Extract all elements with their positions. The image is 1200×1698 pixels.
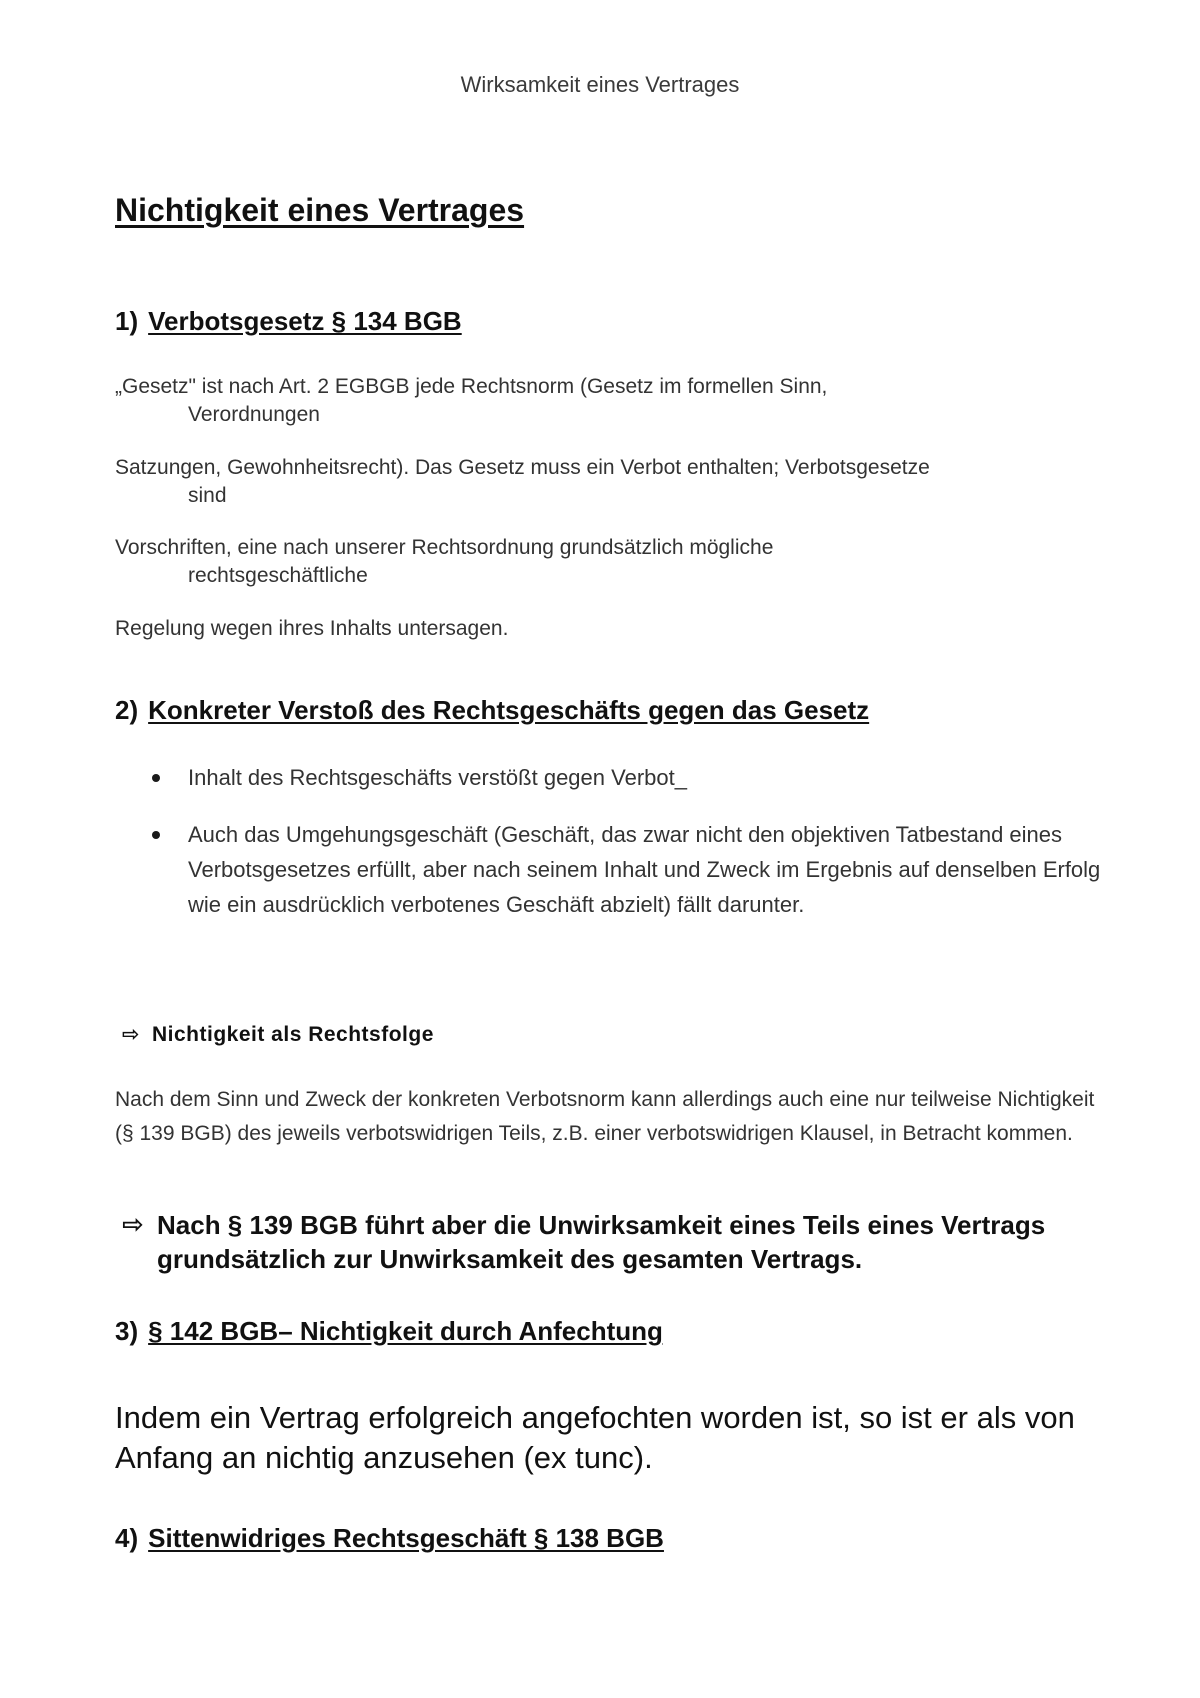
paragraph-line: Vorschriften, eine nach unserer Rechtsordnung grundsätzlich mögliche [115,536,774,559]
section-title: Sittenwidriges Rechtsgeschäft § 138 BGB [148,1523,664,1553]
right-arrow-icon: ⇨ [122,1210,144,1240]
paragraph-line: Regelung wegen ihres Inhalts untersagen. [115,617,509,640]
paragraph-line: Satzungen, Gewohnheitsrecht). Das Gesetz muss ein Verbot enthalten; Verbotsgesetze [115,456,930,479]
section-number: 1) [115,306,139,336]
conclusion-text: Nach § 139 BGB führt aber die Unwirksamkeit eines Teils eines Vertrags grundsätzlich zur Unwirksamkeit des gesamten Vertrags. [157,1210,1067,1274]
paragraph-continuation: Verordnungen [188,403,320,426]
paragraph [115,454,1075,510]
paragraph: Nach dem Sinn und Zweck der konkreten Verbotsnorm kann allerdings auch eine nur teilweise Nichtigkeit (§ 139 BGB) des jeweils verbotswidrigen Teils, z.B. einer verbotswidrigen Klausel, in Betracht kommen. [115,1088,1095,1145]
conclusion-line [122,1208,1082,1276]
right-arrow-icon: ⇨ [122,1022,141,1046]
section-heading-4 [115,1523,664,1554]
consequence-line [122,1022,434,1047]
bullet-icon [152,774,160,782]
paragraph [115,534,1075,590]
consequence-text: Nichtigkeit als Rechtsfolge [152,1023,434,1046]
paragraph-continuation: rechtsgeschäftliche [188,564,368,587]
paragraph [115,615,1075,643]
list-item [115,817,1105,922]
paragraph-continuation: sind [188,484,227,507]
section-heading-1 [115,306,462,337]
paragraph [115,373,1075,429]
section-title: Verbotsgesetz § 134 BGB [148,306,462,336]
paragraph-line: „Gesetz" ist nach Art. 2 EGBGB jede Rechtsnorm (Gesetz im formellen Sinn, [115,375,828,398]
section-heading-2 [115,695,869,726]
section-number: 4) [115,1523,139,1553]
paragraph: Indem ein Vertrag erfolgreich angefochten worden ist, so ist er als von Anfang an nichtig anzusehen (ex tunc). [115,1400,1075,1475]
list-item-text: Inhalt des Rechtsgeschäfts verstößt gegen Verbot_ [188,765,687,790]
bullet-list [115,760,1105,944]
section-heading-3 [115,1316,663,1347]
section-number: 3) [115,1316,139,1346]
document-title: Nichtigkeit eines Vertrages [115,192,525,228]
list-item-text: Auch das Umgehungsgeschäft (Geschäft, das zwar nicht den objektiven Tatbestand eines Verbotsgesetzes erfüllt, aber nach seinem Inhalt und Zweck im Ergebnis auf denselben Erfolg wie ein ausdrücklich verbotenes Geschäft abzielt) fällt darunter. [188,822,1101,917]
section-title: § 142 BGB– Nichtigkeit durch Anfechtung [148,1316,663,1346]
list-item [115,760,1105,795]
section-number: 2) [115,695,139,725]
bullet-icon [152,831,160,839]
section-title: Konkreter Verstoß des Rechtsgeschäfts gegen das Gesetz [148,695,870,725]
running-header: Wirksamkeit eines Vertrages [460,72,740,97]
